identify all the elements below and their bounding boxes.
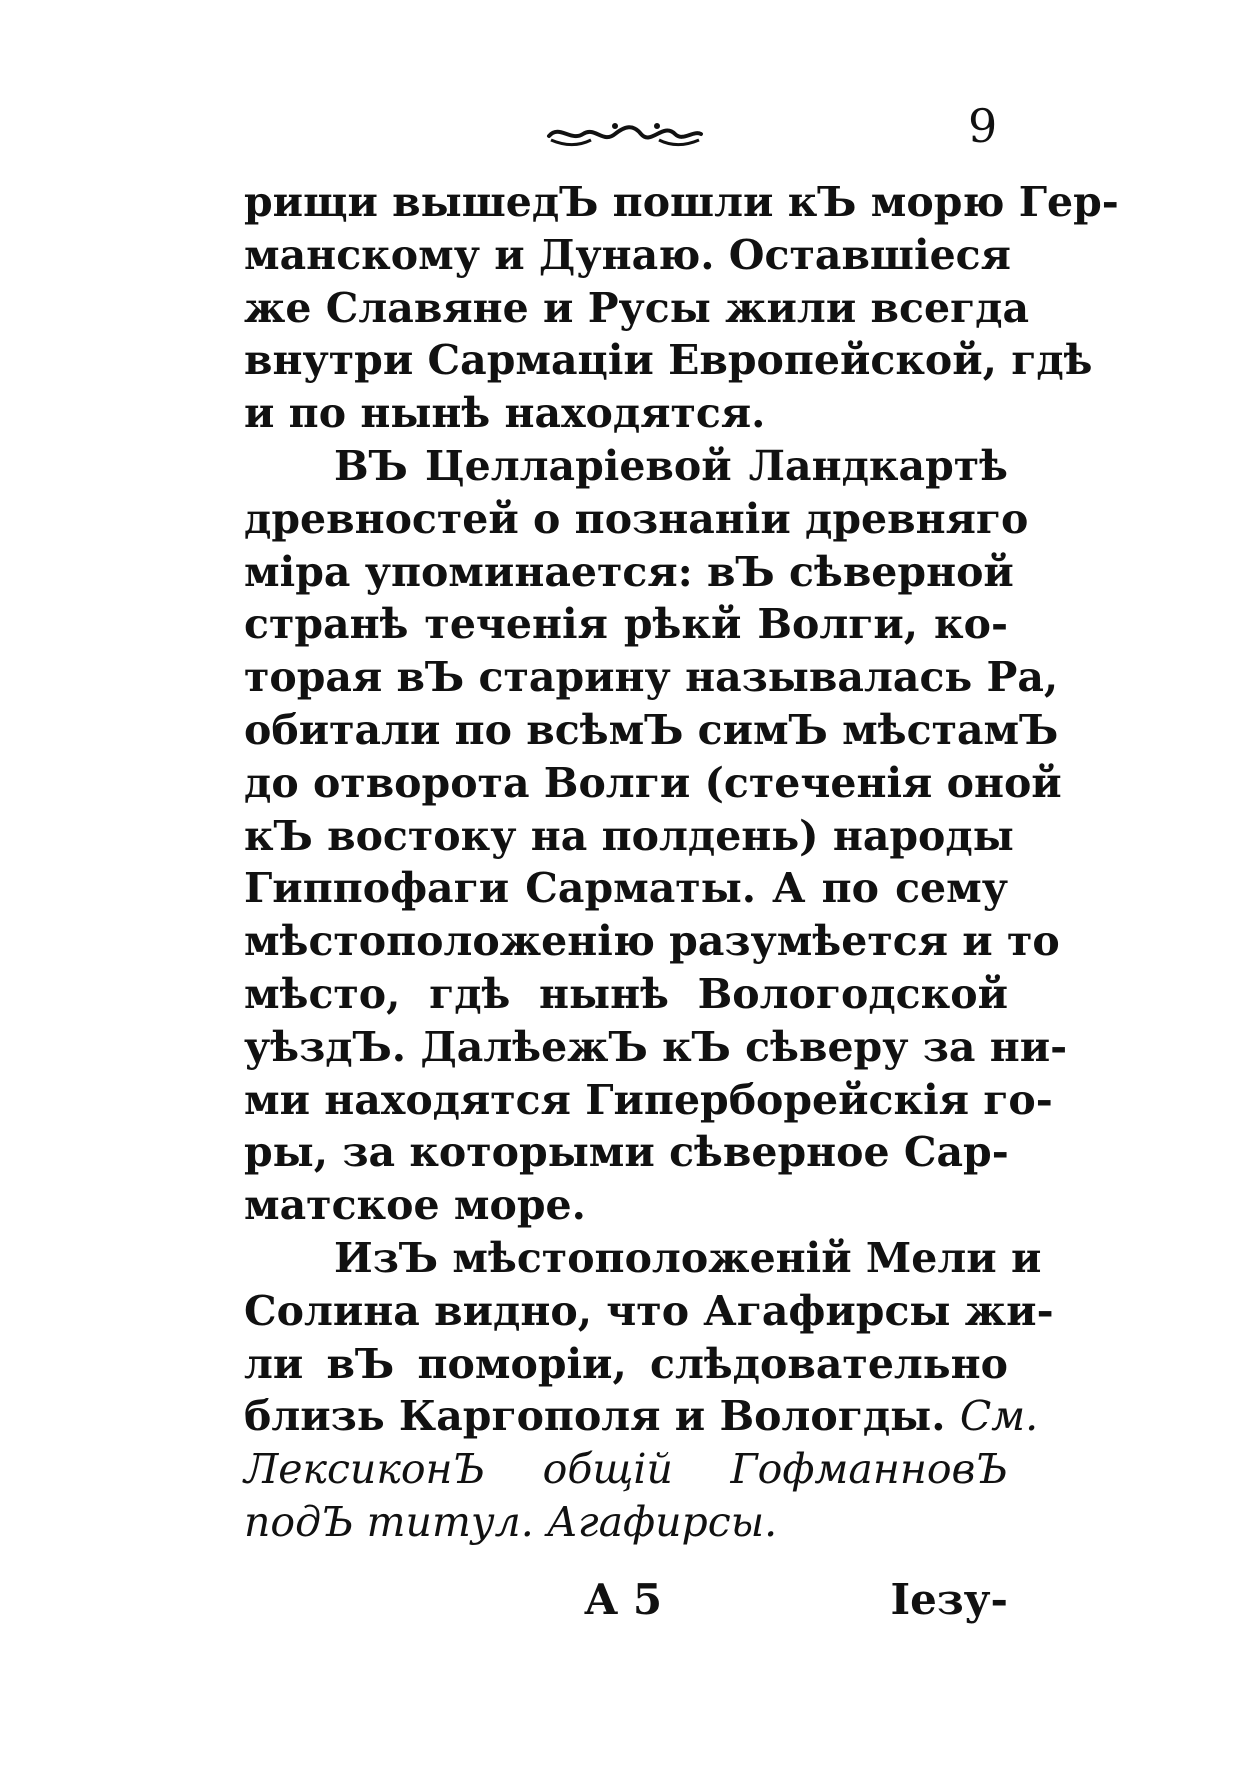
page-number: 9 (968, 99, 998, 153)
text-line: кЪ востоку на полдень) народы (244, 811, 1014, 860)
text-line: ВЪ Целларіевой Ландкартѣ (334, 441, 1008, 490)
text-line: матское море. (244, 1181, 586, 1230)
text-line: внутри Сармаціи Европейской, гдѣ (244, 336, 1093, 385)
text-line: до отворота Волги (стеченія оной (244, 758, 1062, 807)
text-line: мѣсто, гдѣ нынѣ Вологодской (244, 969, 1008, 1018)
text-line: ли вЪ поморіи, слѣдовательно (244, 1339, 1008, 1388)
reference-marker: См. (959, 1392, 1039, 1441)
text-line: уѣздЪ. ДалѣежЪ кЪ сѣверу за ни- (244, 1022, 1068, 1071)
text-line: древностей о познаніи древняго (244, 494, 1029, 543)
page-footer (244, 1572, 1008, 1628)
body-text (244, 176, 1119, 1549)
text-line: и по нынѣ находятся. (244, 389, 766, 438)
text-line: странѣ теченія рѣкй Волги, ко- (244, 600, 1008, 649)
text-line: мѣстоположенію разумѣется и то (244, 917, 1060, 966)
text-line: ми находятся Гиперборейскія го- (244, 1075, 1053, 1124)
text-line: торая вЪ старину называлась Ра, (244, 653, 1059, 702)
text-line: ИзЪ мѣстоположеній Мели и (334, 1233, 1042, 1282)
text-line: обитали по всѣмЪ симЪ мѣстамЪ (244, 705, 1059, 754)
text-line: міра упоминается: вЪ сѣверной (244, 547, 1014, 596)
text-line (244, 1390, 1039, 1443)
reference-line: подЪ титул. Агафирсы. (244, 1497, 778, 1546)
reference-line: ЛексиконЪ общій ГофманновЪ (244, 1445, 1008, 1494)
text-line: Солина видно, что Агафирсы жи- (244, 1286, 1054, 1335)
paragraph-2 (244, 440, 1068, 1232)
text-line: рищи вышедЪ пошли кЪ морю Гер- (244, 178, 1119, 226)
signature-mark: А 5 (584, 1575, 663, 1624)
paragraph-3 (244, 1232, 1054, 1549)
paragraph-1 (244, 176, 1119, 440)
text-line-segment: близь Каргополя и Вологды. (244, 1392, 946, 1441)
text-line: Гиппофаги Сарматы. А по сему (244, 864, 1008, 913)
text-line: же Славяне и Русы жили всегда (244, 283, 1030, 332)
headpiece-ornament-icon (545, 112, 705, 152)
text-line: ры, за которыми сѣверное Сар- (244, 1128, 1009, 1177)
catchword: Іезу- (890, 1575, 1008, 1624)
text-line: манскому и Дунаю. Оставшіеся (244, 230, 1011, 279)
